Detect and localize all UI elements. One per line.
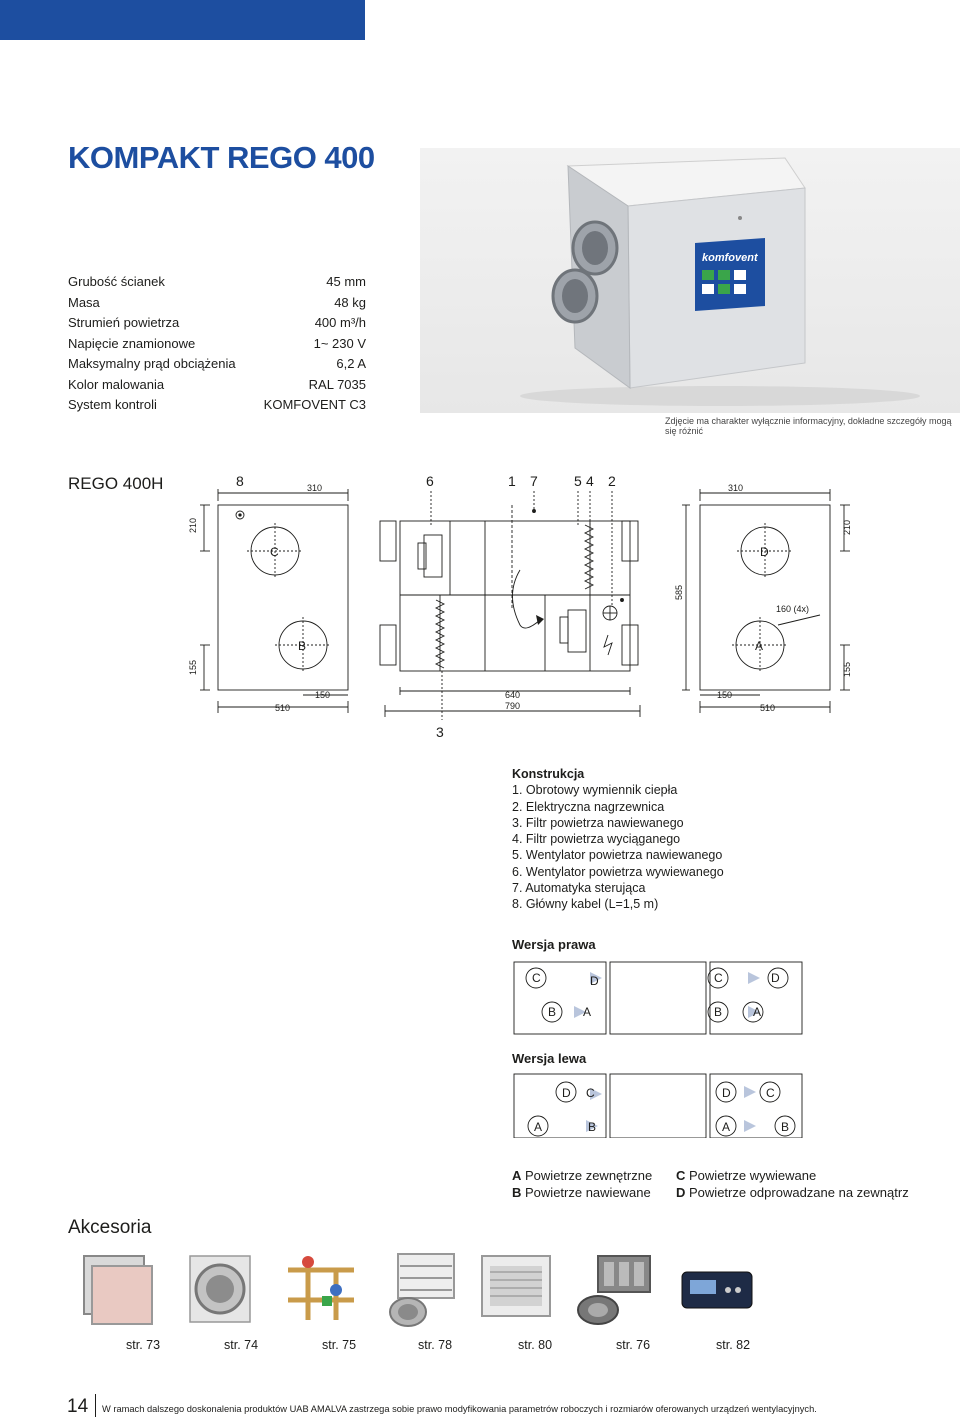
prawa-right-d: D [771, 971, 780, 985]
prawa-right-a: A [753, 1005, 762, 1019]
callout-1: 1 [508, 473, 516, 489]
top-color-bar [0, 0, 365, 40]
callout-3: 3 [436, 724, 444, 740]
spec-row [68, 395, 366, 416]
accessories-heading: Akcesoria [68, 1217, 152, 1238]
legend-item-d: D Powietrze odprowadzane na zewnątrz [676, 1185, 909, 1200]
spec-label: Napięcie znamionowe [68, 335, 196, 351]
damper-icon [376, 1250, 460, 1330]
accessories-grid [78, 1250, 778, 1360]
prawa-left-a: A [583, 1005, 592, 1019]
prawa-right-c: C [714, 971, 723, 985]
list-item: 8. Główny kabel (L=1,5 m) [512, 897, 659, 912]
construction-list [512, 766, 724, 913]
prawa-left-d: D [590, 974, 599, 988]
spec-label: Grubość ścianek [68, 274, 165, 289]
lewa-right-a: A [722, 1120, 731, 1134]
dim-160: 160 (4x) [776, 604, 810, 614]
lewa-left-c: C [586, 1086, 595, 1100]
prawa-left-b: B [548, 1005, 557, 1019]
drawing-title: REGO 400H [68, 474, 164, 493]
prawa-left-c: C [532, 971, 541, 985]
footer-divider [95, 1394, 96, 1417]
page-number: 14 [67, 1396, 89, 1417]
lewa-right-d: D [722, 1086, 731, 1100]
dim-790: 790 [505, 701, 521, 711]
legend-item-a: A Powietrze zewnętrzne [512, 1168, 653, 1183]
lewa-right-b: B [781, 1120, 790, 1134]
accessory-page[interactable]: str. 73 [126, 1338, 161, 1352]
port-c-label: C [270, 545, 279, 559]
construction-heading: Konstrukcja [512, 767, 585, 781]
port-d-label: D [760, 545, 769, 559]
lewa-left-b: B [588, 1120, 597, 1134]
dim-310-right: 310 [728, 483, 744, 493]
list-item: 7. Automatyka sterująca [512, 881, 646, 896]
left-version-heading: Wersja lewa [512, 1051, 587, 1066]
spec-label: Strumień powietrza [68, 315, 180, 330]
spec-row [68, 334, 366, 355]
dim-640: 640 [505, 690, 521, 700]
callout-8: 8 [236, 473, 244, 489]
spec-value: RAL 7035 [308, 376, 366, 392]
spec-value: 400 m³/h [314, 315, 366, 330]
callout-7: 7 [530, 473, 538, 489]
spec-value: 48 kg [334, 294, 366, 310]
spec-row [68, 293, 366, 314]
accessory-page[interactable]: str. 82 [716, 1338, 751, 1352]
callout-4: 4 [586, 473, 594, 489]
spec-value: 45 mm [326, 274, 366, 289]
spec-row [68, 375, 366, 396]
list-item: 4. Filtr powietrza wyciąganego [512, 832, 681, 847]
spec-row [68, 272, 366, 293]
filter-panel-icon [78, 1250, 162, 1330]
spec-label: Kolor malowania [68, 376, 165, 392]
list-item: 6. Wentylator powietrza wywiewanego [512, 864, 724, 879]
photo-caption: Zdjęcie ma charakter wyłącznie informacyjny, dokładne szczegóły mogą się różnić [665, 416, 952, 436]
spec-value: KOMFOVENT C3 [263, 397, 366, 412]
dim-310-left: 310 [307, 483, 323, 493]
dim-210-right: 210 [842, 519, 852, 535]
dim-510-left: 510 [275, 703, 291, 713]
right-version-heading: Wersja prawa [512, 937, 596, 952]
callout-2: 2 [608, 473, 616, 489]
dim-585: 585 [674, 584, 684, 600]
legend-left [512, 1167, 652, 1201]
legend-item-b: B Powietrze nawiewane [512, 1185, 651, 1200]
legend-item-c: C Powietrze wywiewane [676, 1168, 817, 1183]
dim-510-right: 510 [760, 703, 776, 713]
ventilation-unit-image [420, 148, 960, 413]
spec-label: Masa [68, 294, 100, 310]
legend-right [676, 1167, 909, 1201]
spec-value: 1~ 230 V [313, 335, 366, 351]
product-photo [420, 148, 960, 413]
port-a-label: A [755, 639, 764, 653]
spec-label: System kontroli [68, 397, 157, 412]
specs-table [68, 272, 366, 416]
accessory-page[interactable]: str. 78 [418, 1338, 453, 1352]
callout-5: 5 [574, 473, 582, 489]
accessory-page[interactable]: str. 80 [518, 1338, 553, 1352]
dim-210-left: 210 [188, 517, 198, 533]
lewa-right-c: C [766, 1086, 775, 1100]
list-item: 1. Obrotowy wymiennik ciepła [512, 783, 678, 798]
lewa-left-a: A [534, 1120, 543, 1134]
footer-disclaimer: W ramach dalszego doskonalenia produktów UAB AMALVA zastrzega sobie prawo modyfikowania parametrów roboczych i rozmiarów oferowanych urządzeń wentylacyjnych. [102, 1404, 817, 1414]
spec-value: 6,2 A [336, 356, 366, 371]
technical-drawing [180, 465, 960, 750]
duct-heater-icon [180, 1250, 264, 1330]
water-valve-icon [278, 1250, 362, 1330]
page-title: KOMPAKT REGO 400 [68, 140, 375, 175]
dim-155-left: 155 [188, 659, 198, 675]
port-b-label: B [298, 639, 307, 653]
water-coil-icon [474, 1250, 558, 1330]
accessory-page[interactable]: str. 76 [616, 1338, 651, 1352]
lewa-left-d: D [562, 1086, 571, 1100]
dim-150-left: 150 [315, 690, 331, 700]
version-diagrams [510, 958, 830, 1138]
accessory-page[interactable]: str. 75 [322, 1338, 357, 1352]
controller-icon [674, 1250, 758, 1330]
list-item: 3. Filtr powietrza nawiewanego [512, 815, 684, 830]
dim-150-right: 150 [717, 690, 733, 700]
spec-label: Maksymalny prąd obciążenia [68, 356, 236, 371]
spec-row [68, 354, 366, 375]
prawa-right-b: B [714, 1005, 723, 1019]
accessory-page[interactable]: str. 74 [224, 1338, 259, 1352]
dim-155-right: 155 [842, 661, 852, 677]
list-item: 5. Wentylator powietrza nawiewanego [512, 848, 723, 863]
brand-text: komfovent [702, 252, 758, 264]
list-item: 2. Elektryczna nagrzewnica [512, 799, 665, 814]
spec-row [68, 313, 366, 334]
callout-6: 6 [426, 473, 434, 489]
silencer-icon [572, 1250, 656, 1330]
